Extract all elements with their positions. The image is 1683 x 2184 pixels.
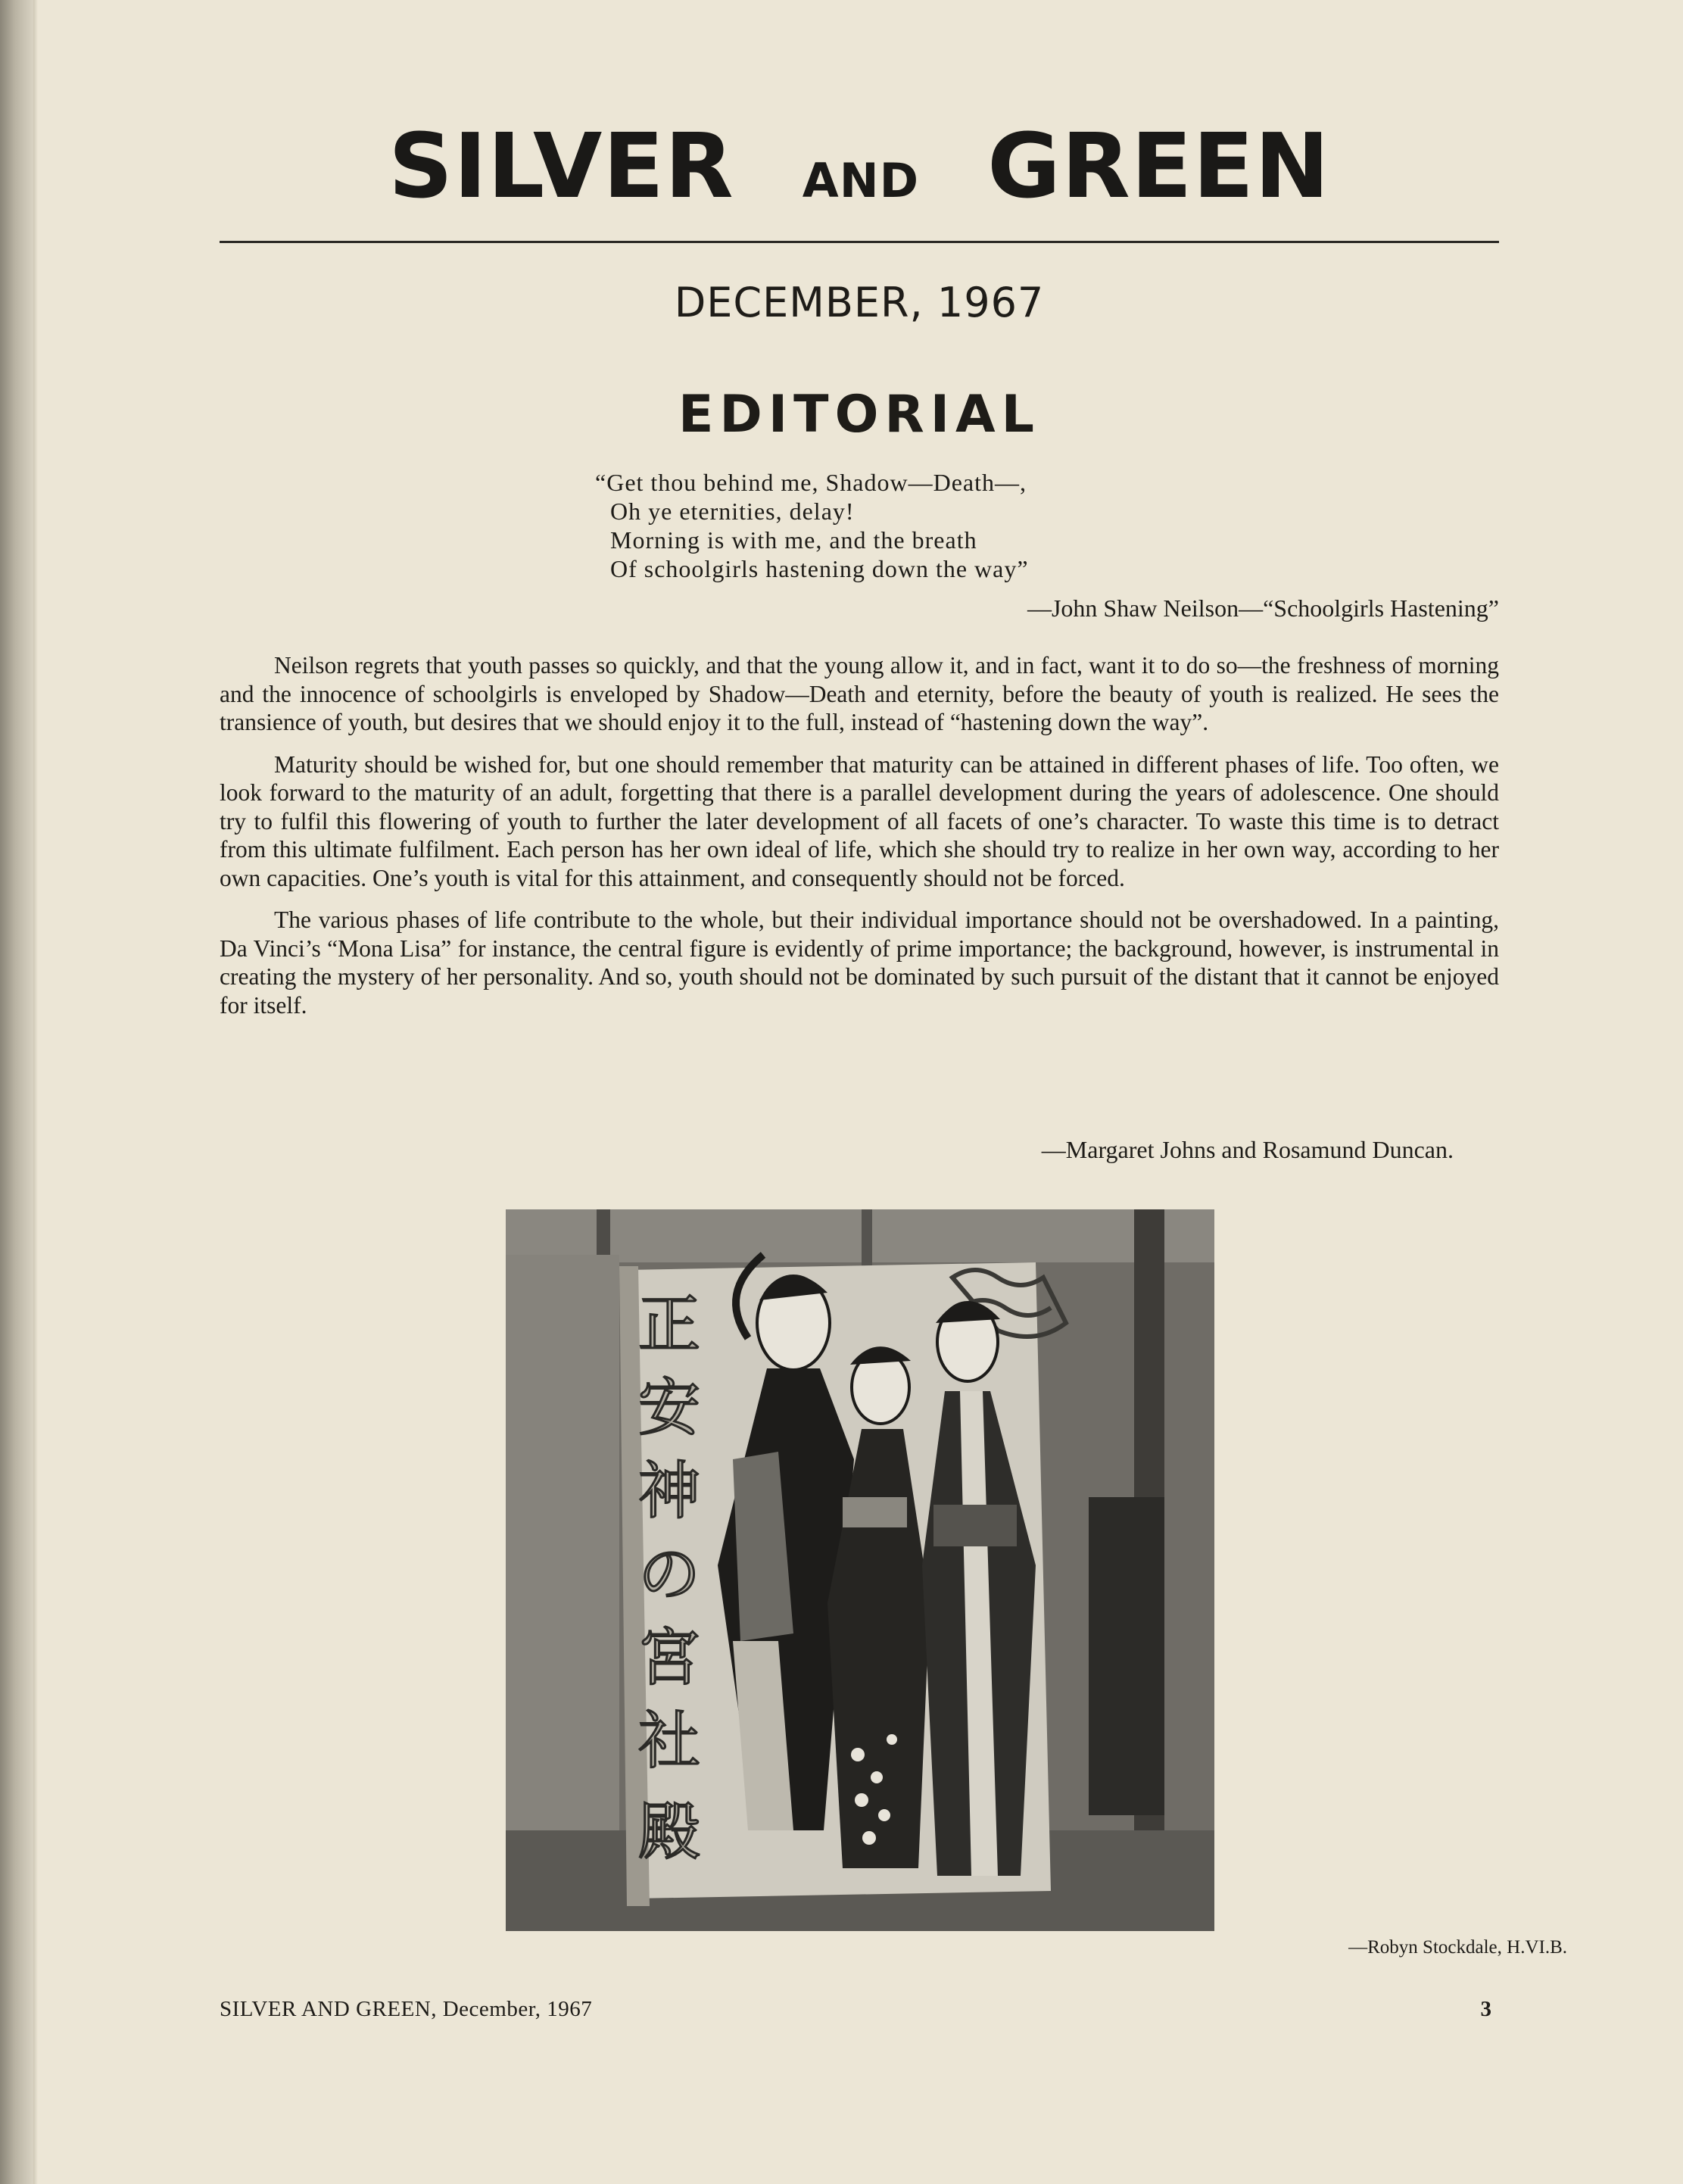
magazine-page (220, 0, 1567, 2184)
epigraph-poem (595, 468, 1352, 583)
section-title: EDITORIAL (678, 385, 1040, 445)
photo-caption: —Robyn Stockdale, H.VI.B. (1348, 1937, 1567, 1958)
kanji-character: の (638, 1539, 701, 1611)
poem-line: Morning is with me, and the breath (610, 526, 977, 554)
masthead-word-green: GREEN (987, 114, 1330, 218)
kanji-character: 安 (638, 1372, 701, 1444)
masthead (220, 114, 1499, 218)
kanji-character: 宮 (638, 1622, 701, 1694)
page-binding-shadow (0, 0, 33, 2184)
editorial-paragraph: Maturity should be wished for, but one should remember that maturity can be attained in different phases of life. Too often, we look forward to the maturity of an adult, forgetting that there is a parallel development during the years of adolescence. One should try to fulfil this flowering of youth to further the later development of all facets of one’s character. To waste this time is to detract from this ultimate fulfilment. Each person has her own ideal of life, which she should try to realize in her own way, according to her own capacities. One’s youth is vital for this attainment, and consequently should not be forced. (220, 750, 1499, 891)
footer-publication-line: SILVER AND GREEN, December, 1967 (220, 1997, 593, 2021)
masthead-rule (220, 241, 1499, 243)
kanji-character: 社 (638, 1705, 701, 1777)
masthead-word-and: AND (802, 153, 920, 208)
editorial-body (220, 651, 1499, 1033)
editorial-signoff: —Margaret Johns and Rosamund Duncan. (1041, 1136, 1454, 1163)
issue-date: DECEMBER, 1967 (674, 279, 1045, 326)
poem-line: Of schoolgirls hastening down the way” (610, 555, 1029, 582)
masthead-word-silver: SILVER (388, 114, 734, 218)
editorial-paragraph: The various phases of life contribute to the whole, but their individual importance should not be overshadowed. In a painting, Da Vinci’s “Mona Lisa” for instance, the central figure is evidently of prime importance; the background, however, is instrumental in creating the mystery of her personality. And so, youth should not be dominated by such pursuit of the distant that it cannot be enjoyed for itself. (220, 906, 1499, 1019)
kanji-character: 正 (638, 1289, 701, 1361)
poem-line: “Get thou behind me, Shadow—Death—, (595, 469, 1027, 496)
poem-attribution: —John Shaw Neilson—“Schoolgirls Hastening” (1027, 594, 1499, 622)
kanji-character: 神 (638, 1455, 701, 1527)
poem-line: Oh ye eternities, delay! (610, 498, 855, 525)
page-number: 3 (1480, 1997, 1491, 2021)
artwork-photograph (506, 1209, 1214, 1931)
editorial-paragraph: Neilson regrets that youth passes so quickly, and that the young allow it, and in fact, want it to do so—the freshness of morning and the innocence of schoolgirls is enveloped by Shadow—Death and eternity, before the beauty of youth is realized. He sees the transience of youth, but desires that we should enjoy it to the full, instead of “hastening down the way”. (220, 652, 1499, 735)
kanji-character: 殿 (638, 1796, 701, 1868)
page-binding-edge (33, 0, 38, 2184)
